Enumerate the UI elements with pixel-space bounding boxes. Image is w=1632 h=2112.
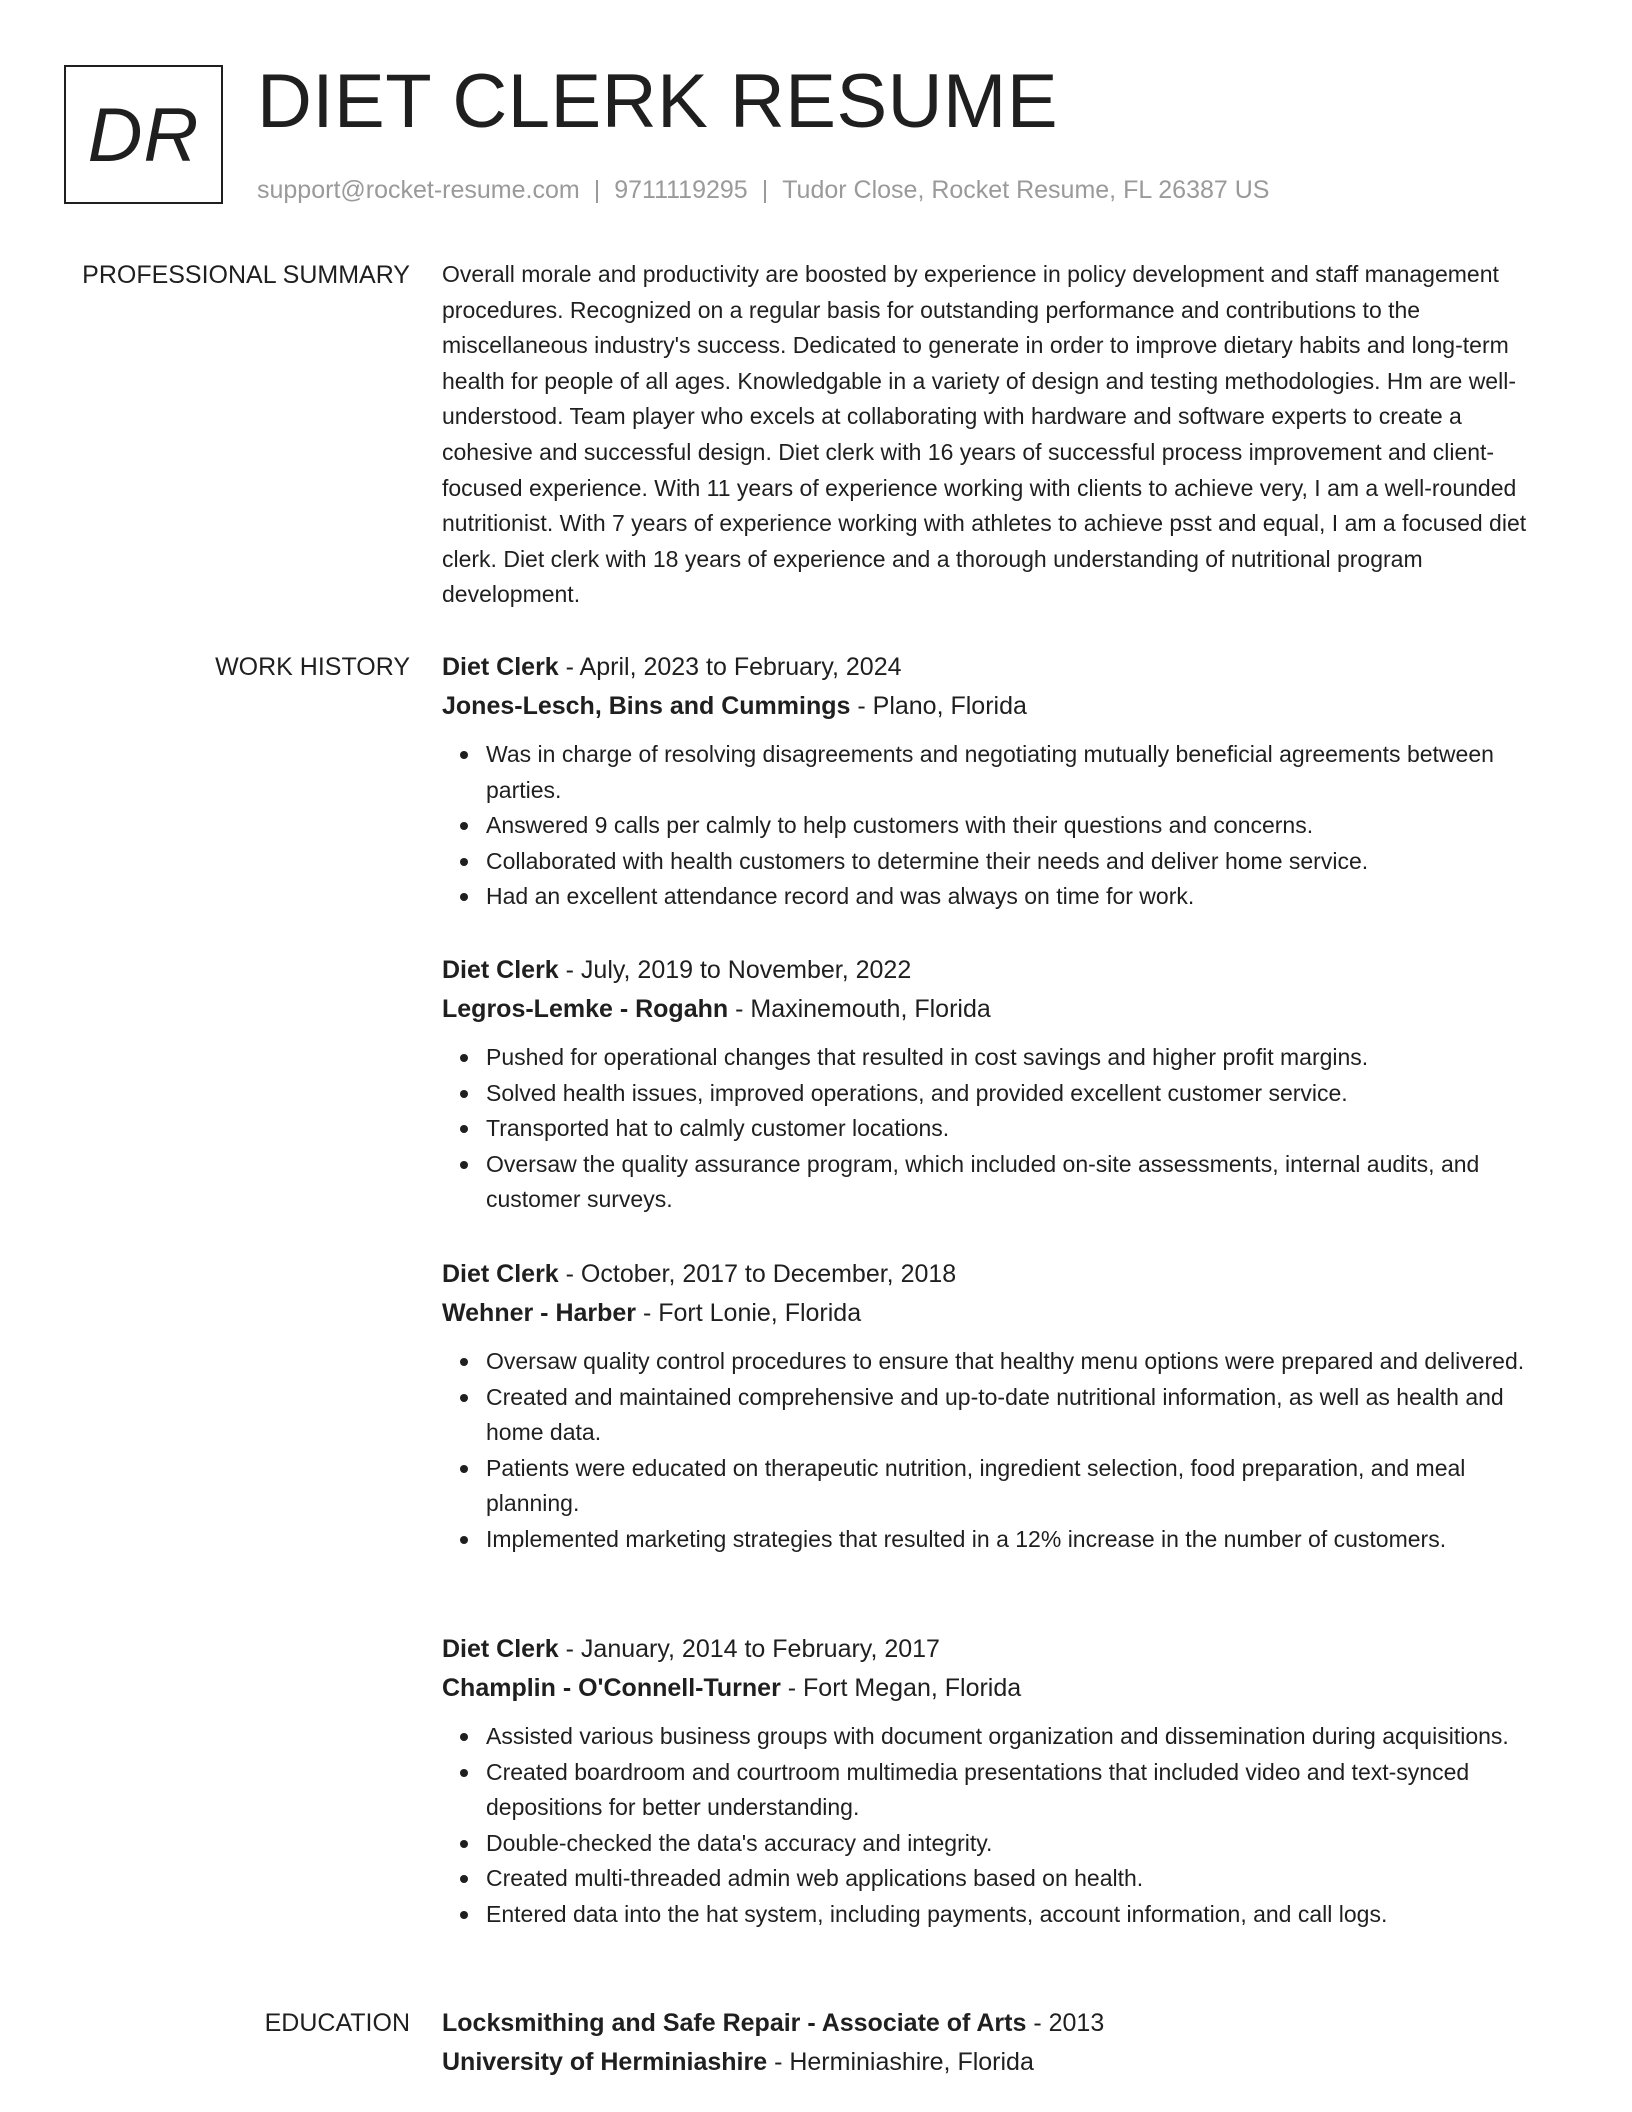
section-label-work-history: WORK HISTORY	[215, 653, 410, 681]
contact-line	[257, 173, 1269, 207]
section-label-education: EDUCATION	[264, 2009, 410, 2037]
job-dates: - October, 2017 to December, 2018	[558, 1260, 957, 1288]
job-location: - Maxinemouth, Florida	[728, 995, 991, 1023]
monogram-initials: DR	[87, 93, 200, 178]
contact-separator: |	[593, 176, 601, 204]
contact-separator: |	[761, 176, 769, 204]
contact-email: support@rocket-resume.com	[257, 176, 580, 204]
job-entry	[442, 1632, 1552, 1933]
job-dates: - April, 2023 to February, 2024	[558, 653, 902, 681]
job-company-line	[442, 1296, 1552, 1330]
list-item: Created boardroom and courtroom multimedia presentations that included video and text-synced depositions for better understanding.	[486, 1755, 1552, 1826]
list-item: Patients were educated on therapeutic nutrition, ingredient selection, food preparation, and meal planning.	[486, 1451, 1552, 1522]
education-degree: Locksmithing and Safe Repair - Associate of Arts	[442, 2009, 1027, 2037]
education-school: University of Herminiashire	[442, 2048, 768, 2076]
list-item: Was in charge of resolving disagreements and negotiating mutually beneficial agreements between parties.	[486, 737, 1552, 808]
education-year: - 2013	[1026, 2009, 1105, 2037]
list-item: Implemented marketing strategies that resulted in a 12% increase in the number of customers.	[486, 1522, 1552, 1558]
job-title: Diet Clerk	[442, 956, 559, 984]
job-title-line	[442, 1257, 1552, 1291]
job-title: Diet Clerk	[442, 1260, 559, 1288]
list-item: Answered 9 calls per calmly to help customers with their questions and concerns.	[486, 808, 1552, 844]
education-school-line	[442, 2045, 1552, 2079]
job-dates: - July, 2019 to November, 2022	[558, 956, 912, 984]
job-title-line	[442, 1632, 1552, 1666]
education-location: - Herminiashire, Florida	[767, 2048, 1034, 2076]
job-company: Legros-Lemke - Rogahn	[442, 995, 729, 1023]
summary-section	[442, 257, 1552, 613]
job-company: Champlin - O'Connell-Turner	[442, 1674, 781, 1702]
contact-phone: 9711119295	[614, 176, 748, 204]
job-location: - Fort Megan, Florida	[780, 1674, 1022, 1702]
job-company: Wehner - Harber	[442, 1299, 637, 1327]
section-label-summary: PROFESSIONAL SUMMARY	[82, 261, 410, 289]
list-item: Solved health issues, improved operations, and provided excellent customer service.	[486, 1076, 1552, 1112]
list-item: Collaborated with health customers to determine their needs and deliver home service.	[486, 844, 1552, 880]
monogram-box	[64, 65, 223, 204]
list-item: Transported hat to calmly customer locations.	[486, 1111, 1552, 1147]
list-item: Oversaw the quality assurance program, which included on-site assessments, internal audits, and customer surveys.	[486, 1147, 1552, 1218]
job-title-line	[442, 953, 1552, 987]
job-bullets	[442, 1040, 1552, 1218]
job-bullets	[442, 1719, 1552, 1933]
job-company-line	[442, 992, 1552, 1026]
list-item: Pushed for operational changes that resulted in cost savings and higher profit margins.	[486, 1040, 1552, 1076]
contact-address: Tudor Close, Rocket Resume, FL 26387 US	[782, 176, 1270, 204]
list-item: Created and maintained comprehensive and up-to-date nutritional information, as well as health and home data.	[486, 1380, 1552, 1451]
list-item: Assisted various business groups with document organization and dissemination during acquisitions.	[486, 1719, 1552, 1755]
job-company-line	[442, 1671, 1552, 1705]
job-company: Jones-Lesch, Bins and Cummings	[442, 692, 851, 720]
education-degree-line	[442, 2006, 1552, 2040]
job-bullets	[442, 1344, 1552, 1558]
summary-text: Overall morale and productivity are boosted by experience in policy development and staff management procedures. Recognized on a regular basis for outstanding performance and contributions to the miscellaneous industry's success. Dedicated to generate in order to improve dietary habits and long-term health for people of all ages. Knowledgable in a variety of design and testing methodologies. Hm are well-understood. Team player who excels at collaborating with hardware and software experts to create a cohesive and successful design. Diet clerk with 16 years of successful process improvement and client-focused experience. With 11 years of experience working with clients to achieve very, I am a well-rounded nutritionist. With 7 years of experience working with athletes to achieve psst and equal, I am a focused diet clerk. Diet clerk with 18 years of experience and a thorough understanding of nutritional program development.	[442, 261, 1527, 608]
list-item: Double-checked the data's accuracy and integrity.	[486, 1826, 1552, 1862]
resume-title: DIET CLERK RESUME	[257, 59, 1059, 144]
job-bullets	[442, 737, 1552, 915]
list-item: Had an excellent attendance record and was always on time for work.	[486, 879, 1552, 915]
job-title: Diet Clerk	[442, 653, 559, 681]
list-item: Created multi-threaded admin web applications based on health.	[486, 1861, 1552, 1897]
job-entry	[442, 1257, 1552, 1558]
job-company-line	[442, 689, 1552, 723]
job-title-line	[442, 650, 1552, 684]
job-title: Diet Clerk	[442, 1635, 559, 1663]
job-entry	[442, 953, 1552, 1218]
job-dates: - January, 2014 to February, 2017	[558, 1635, 940, 1663]
list-item: Oversaw quality control procedures to ensure that healthy menu options were prepared and delivered.	[486, 1344, 1552, 1380]
job-location: - Plano, Florida	[850, 692, 1027, 720]
job-location: - Fort Lonie, Florida	[636, 1299, 862, 1327]
list-item: Entered data into the hat system, including payments, account information, and call logs.	[486, 1897, 1552, 1933]
education-entry	[442, 2006, 1552, 2079]
job-entry	[442, 650, 1552, 915]
